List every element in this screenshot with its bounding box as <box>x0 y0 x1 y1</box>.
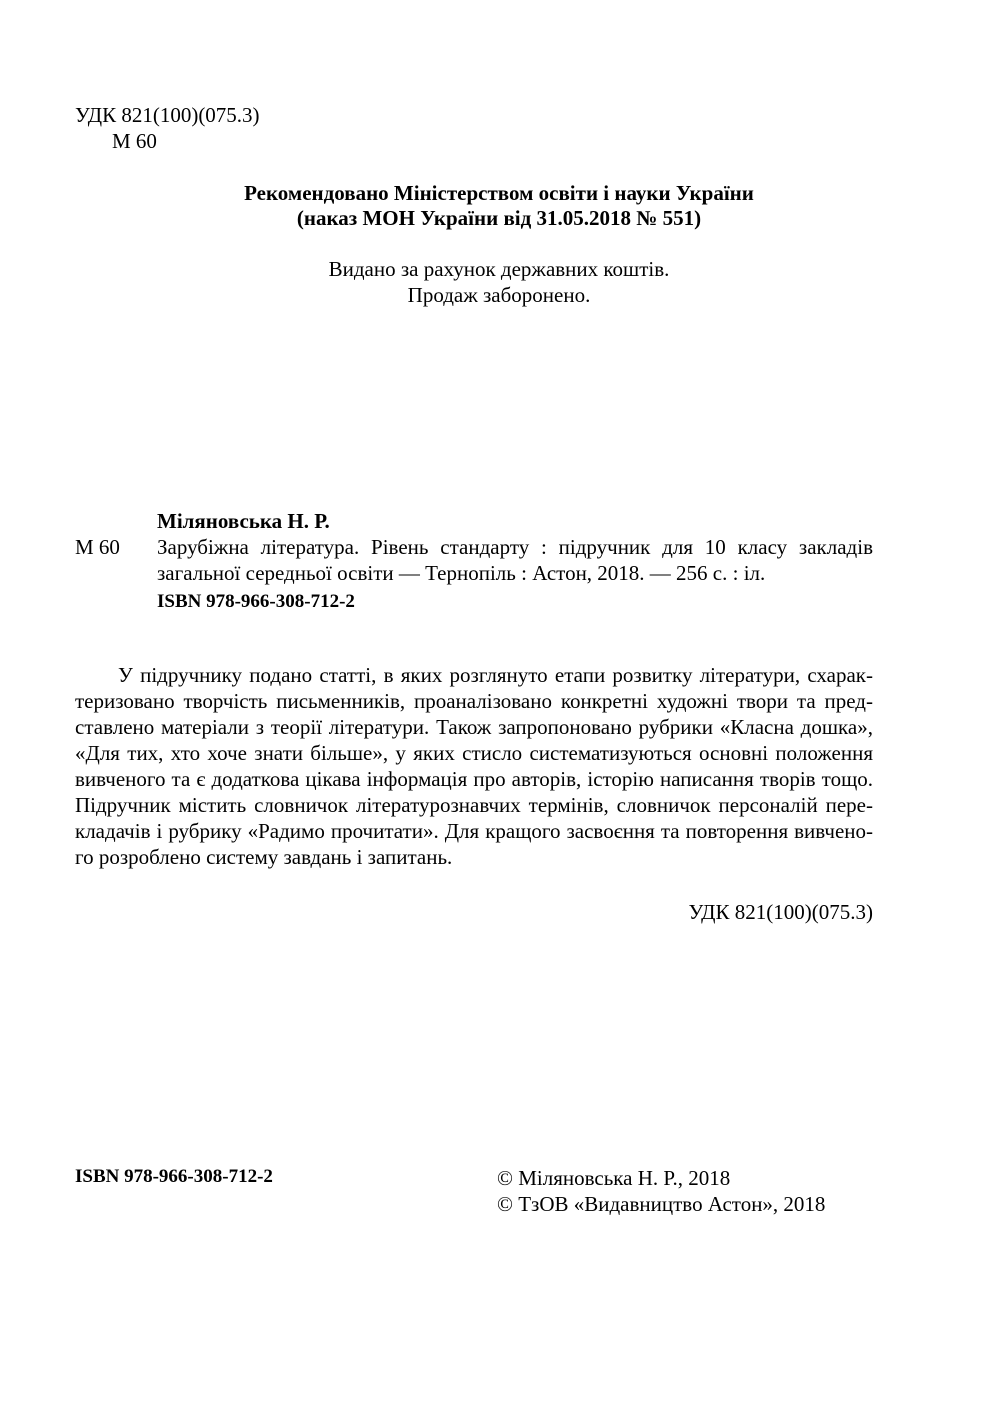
recommendation-line-2: (наказ МОН України від 31.05.2018 № 551) <box>296 206 702 230</box>
annotation-line-5: вивченого та є додаткова цікава інформація про авторів, історію написання творів тощо. <box>75 767 873 791</box>
footer-isbn: ISBN 978-966-308-712-2 <box>75 1166 273 1187</box>
annotation-udk: УДК 821(100)(075.3) <box>688 900 873 924</box>
copyright-publisher: © ТзОВ «Видавництво Астон», 2018 <box>497 1192 826 1216</box>
annotation-line-3: ставлено матеріали з теорії літератури. Також запропоновано рубрики «Класна дошка», <box>75 715 873 739</box>
catalog-code: М 60 <box>75 535 120 559</box>
annotation-line-2: теризовано творчість письменників, проаналізовано конкретні художні твори та пред- <box>75 689 873 713</box>
annotation-line-4: «Для тих, хто хоче знати більше», у яких стисло систематизуються основні положення <box>75 741 873 765</box>
catalog-isbn: ISBN 978-966-308-712-2 <box>157 591 355 612</box>
recommendation-line-1: Рекомендовано Міністерством освіти і науки України <box>244 181 754 205</box>
annotation-line-8: го розроблено систему завдань і запитань. <box>75 845 453 869</box>
udk-header: УДК 821(100)(075.3) <box>75 103 260 127</box>
annotation-line-1: У підручнику подано статті, в яких розглянуто етапи розвитку літератури, схарак- <box>118 663 873 687</box>
author-code-header: М 60 <box>112 129 157 153</box>
annotation-line-6: Підручник містить словничок літературознавчих термінів, словничок персоналій пере- <box>75 793 873 817</box>
catalog-description-line-1: Зарубіжна література. Рівень стандарту : підручник для 10 класу закладів <box>157 535 873 559</box>
catalog-description-line-2: загальної середньої освіти — Тернопіль : Астон, 2018. — 256 с. : іл. <box>157 561 766 585</box>
catalog-author: Міляновська Н. Р. <box>157 509 330 533</box>
funding-notice: Видано за рахунок державних коштів. <box>328 257 670 281</box>
sale-prohibited-notice: Продаж заборонено. <box>407 283 591 307</box>
annotation-line-7: кладачів і рубрику «Радимо прочитати». Для кращого засвоєння та повторення вивчено- <box>75 819 873 843</box>
copyright-author: © Міляновська Н. Р., 2018 <box>497 1166 731 1190</box>
